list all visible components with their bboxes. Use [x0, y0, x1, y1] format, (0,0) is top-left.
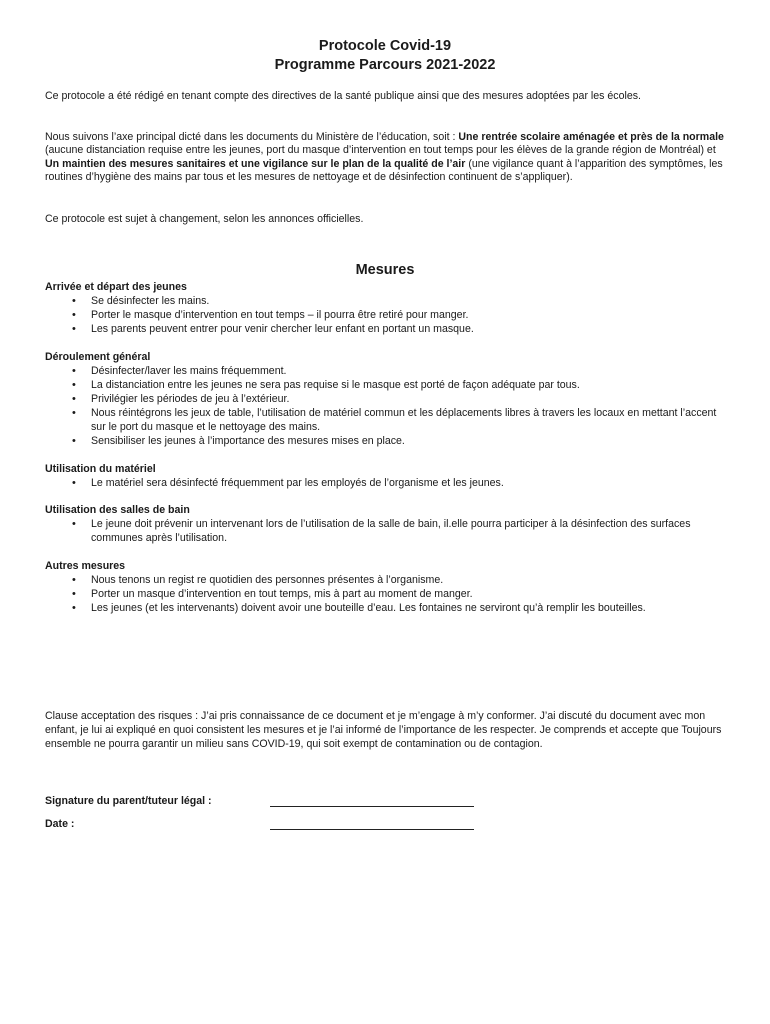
list-item: • Désinfecter/laver les mains fréquemment. — [91, 364, 725, 378]
list-item: • Nous tenons un regist re quotidien des personnes présentes à l’organisme. — [91, 573, 725, 587]
bullet-list — [45, 476, 725, 490]
list-item: • Se désinfecter les mains. — [91, 294, 725, 308]
section-arrivee-depart — [45, 280, 725, 336]
bullet-list — [45, 294, 725, 336]
intro-paragraph-1: Ce protocole a été rédigé en tenant compte des directives de la santé publique ainsi que des mesures adoptées par les écoles. — [45, 90, 641, 102]
signature-row — [45, 795, 725, 811]
signature-line[interactable] — [270, 795, 474, 807]
section-heading: Autres mesures — [45, 560, 126, 572]
bullet-list — [45, 517, 725, 545]
intro-p2-text-a: Nous suivons l’axe principal dicté dans les documents du Ministère de l’éducation, soit : — [45, 131, 459, 143]
risk-acceptance-clause: Clause acceptation des risques : J’ai pris connaissance de ce document et je m’engage à m’y conformer. J’ai discuté du document avec mon enfant, je lui ai expliqué en quoi consistent les mesures et je l’ai informé de l’importance de les respecter. Je comprends et accepte que Toujours ensemble ne pourra garantir un milieu sans COVID-19, qui soit exempt de contamination ou de contagion. — [45, 710, 722, 750]
mesures-heading: Mesures — [355, 262, 415, 278]
bullet-list — [45, 573, 725, 615]
intro-paragraph-3: Ce protocole est sujet à changement, selon les annonces officielles. — [45, 213, 364, 225]
list-item: • Les parents peuvent entrer pour venir chercher leur enfant en portant un masque. — [91, 322, 725, 336]
date-line[interactable] — [270, 818, 474, 830]
list-item: • Porter un masque d’intervention en tout temps, mis à part au moment de manger. — [91, 587, 725, 601]
intro-p2-emphasis-2: Un maintien des mesures sanitaires et une vigilance sur le plan de la qualité de l’air — [45, 157, 466, 170]
section-heading: Utilisation des salles de bain — [45, 504, 190, 516]
list-item: • Le jeune doit prévenir un intervenant lors de l’utilisation de la salle de bain, il.elle pourra participer à la désinfection des surfaces communes après l’utilisation. — [91, 517, 725, 545]
intro-p2-emphasis-1: Une rentrée scolaire aménagée et près de la normale — [458, 131, 724, 143]
list-item: • Sensibiliser les jeunes à l’importance des mesures mises en place. — [91, 434, 725, 448]
section-heading: Déroulement général — [45, 351, 151, 363]
list-item: • Privilégier les périodes de jeu à l’extérieur. — [91, 392, 725, 406]
intro-p2-text-c: (aucune distanciation requise entre les jeunes, port du masque d’intervention en tout temps pour les élèves de la grande région de Montréal) et — [45, 144, 716, 157]
title-line-1: Protocole Covid-19 — [318, 38, 452, 54]
section-salles-de-bain — [45, 503, 725, 545]
signature-label: Signature du parent/tuteur légal : — [45, 795, 212, 807]
bullet-list — [45, 364, 725, 448]
section-heading: Utilisation du matériel — [45, 463, 156, 475]
section-deroulement-general — [45, 350, 725, 448]
section-utilisation-materiel — [45, 462, 725, 490]
intro-p2-text-e: (une vigilance quant à l’apparition des symptômes, les routines d’hygiène des mains par tous et les mesures de nettoyage et de désinfection continuent de s’appliquer). — [45, 157, 723, 184]
section-heading: Arrivée et départ des jeunes — [45, 281, 187, 293]
date-label: Date : — [45, 818, 75, 830]
list-item: • Porter le masque d’intervention en tout temps – il pourra être retiré pour manger. — [91, 308, 725, 322]
date-row — [45, 818, 725, 834]
list-item: • La distanciation entre les jeunes ne sera pas requise si le masque est porté de façon adéquate par tous. — [91, 378, 725, 392]
document-title — [0, 37, 770, 75]
list-item: • Les jeunes (et les intervenants) doivent avoir une bouteille d’eau. Les fontaines ne serviront qu’à remplir les bouteilles. — [91, 601, 725, 615]
list-item: • Le matériel sera désinfecté fréquemment par les employés de l’organisme et les jeunes. — [91, 476, 725, 490]
list-item: • Nous réintégrons les jeux de table, l’utilisation de matériel commun et les déplacements libres à travers les locaux en mettant l’accent sur le port du masque et le nettoyage des mains. — [91, 406, 725, 434]
section-autres-mesures — [45, 559, 725, 615]
intro-paragraph-2 — [45, 131, 725, 185]
title-line-2: Programme Parcours 2021-2022 — [274, 57, 496, 73]
